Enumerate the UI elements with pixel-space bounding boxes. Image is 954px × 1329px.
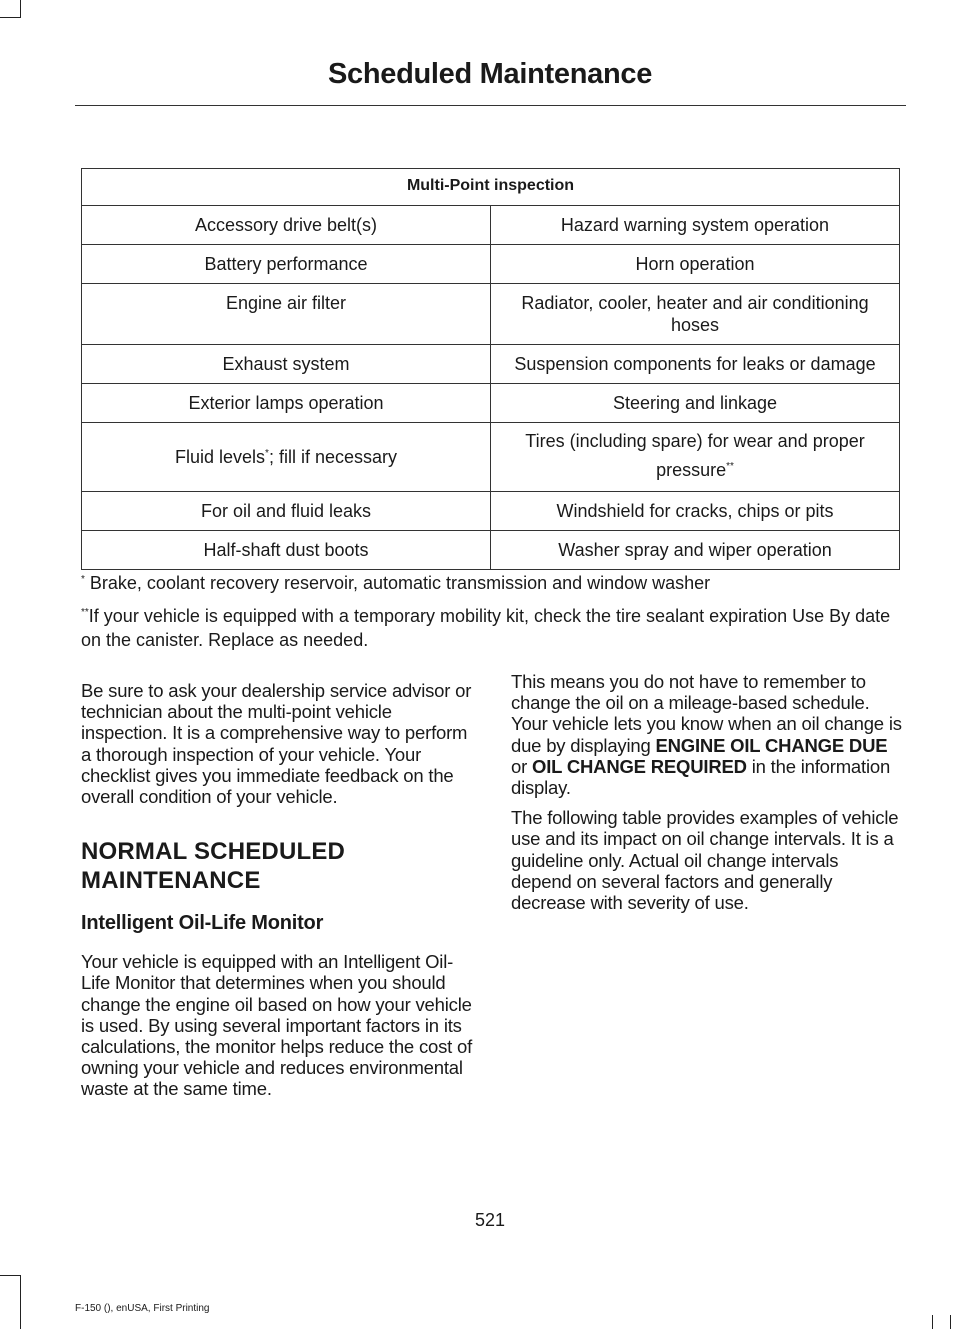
crop-mark-bottom-left-v xyxy=(20,1275,21,1329)
table-cell-right: Hazard warning system operation xyxy=(491,206,900,245)
footnote-marker: ** xyxy=(81,607,89,618)
table-row xyxy=(82,206,900,245)
table-cell-right: Suspension components for leaks or damage xyxy=(491,345,900,384)
table-header-row xyxy=(82,169,900,206)
paragraph-text: This means you do not have to remember to change the oil on a mileage-based schedule. Your vehicle lets you know when an oil change is due by displaying xyxy=(511,671,902,756)
page-title: Scheduled Maintenance xyxy=(327,58,653,90)
section-heading-line: NORMAL SCHEDULED xyxy=(81,838,346,866)
cell-text-suffix: ; fill if necessary xyxy=(268,447,397,467)
table-cell-right: Washer spray and wiper operation xyxy=(491,531,900,570)
imprint-line: F-150 (), enUSA, First Printing xyxy=(75,1303,210,1314)
table-cell-right: Windshield for cracks, chips or pits xyxy=(491,492,900,531)
paragraph-text: or xyxy=(511,755,532,777)
paragraph-text: in the information display. xyxy=(511,755,891,799)
table-cell-right xyxy=(491,423,900,492)
table-cell-left: Exhaust system xyxy=(82,345,491,384)
title-divider xyxy=(75,105,906,106)
table-cell-right: Horn operation xyxy=(491,245,900,284)
footnote-1 xyxy=(81,571,906,595)
table-cell-left xyxy=(82,423,491,492)
footnote-text: If your vehicle is equipped with a temporary mobility kit, check the tire sealant expiration Use By date on the canister. Replace as needed. xyxy=(81,606,891,650)
crop-mark-bottom-right-v2 xyxy=(950,1315,951,1329)
footnote-2 xyxy=(81,604,906,652)
intro-paragraph: Be sure to ask your dealership service advisor or technician about the multi-point vehicle inspection. It is a comprehensive way to perform a thorough inspection of your vehicle. Your checklist gives you immediate feedback on the overall condition of your vehicle. xyxy=(81,680,472,808)
table-cell-left: For oil and fluid leaks xyxy=(82,492,491,531)
crop-mark-top-left-h xyxy=(0,17,20,18)
multi-point-inspection-table xyxy=(81,168,900,570)
table-row xyxy=(82,345,900,384)
display-message: ENGINE OIL CHANGE DUE xyxy=(655,734,888,756)
table-row xyxy=(82,531,900,570)
footnote-text: Brake, coolant recovery reservoir, automatic transmission and window washer xyxy=(84,573,711,593)
guideline-paragraph: The following table provides examples of vehicle use and its impact on oil change intervals. It is a guideline only. Actual oil change intervals depend on several factors and generally decrease with severity of use. xyxy=(511,807,899,914)
section-heading-line: MAINTENANCE xyxy=(81,867,261,895)
table-cell-left: Battery performance xyxy=(82,245,491,284)
table-cell-left: Accessory drive belt(s) xyxy=(82,206,491,245)
footnote-marker: ** xyxy=(726,461,734,472)
footnote-marker: * xyxy=(81,574,85,585)
table-row xyxy=(82,284,900,345)
crop-mark-top-left-v xyxy=(20,0,21,18)
display-message: OIL CHANGE REQUIRED xyxy=(532,755,747,777)
table-cell-left: Exterior lamps operation xyxy=(82,384,491,423)
cell-text: Fluid levels xyxy=(175,447,266,467)
table-row xyxy=(82,245,900,284)
table-cell-left: Engine air filter xyxy=(82,284,491,345)
table-row xyxy=(82,492,900,531)
page-number: 521 xyxy=(474,1210,506,1230)
table-row xyxy=(82,423,900,492)
section-heading xyxy=(81,837,473,895)
footnote-marker: * xyxy=(265,448,269,459)
table-row xyxy=(82,384,900,423)
oil-change-paragraph xyxy=(511,671,903,798)
subsection-heading: Intelligent Oil-Life Monitor xyxy=(81,912,324,935)
oil-life-monitor-paragraph: Your vehicle is equipped with an Intelligent Oil-Life Monitor that determines when you should change the engine oil based on how your vehicle is used. By using several important factors in its calculations, the monitor helps reduce the cost of owning your vehicle and reduces environmental waste at the same time. xyxy=(81,951,473,1100)
table-heading: Multi-Point inspection xyxy=(82,169,900,206)
crop-mark-bottom-left-h xyxy=(0,1275,20,1276)
table-cell-right: Radiator, cooler, heater and air conditioning hoses xyxy=(491,284,900,345)
left-column xyxy=(81,680,473,1100)
crop-mark-bottom-right-v1 xyxy=(932,1315,933,1329)
right-column xyxy=(511,671,903,913)
cell-text: Tires (including spare) for wear and proper pressure xyxy=(525,431,865,480)
table-cell-right: Steering and linkage xyxy=(491,384,900,423)
table-cell-left: Half-shaft dust boots xyxy=(82,531,491,570)
